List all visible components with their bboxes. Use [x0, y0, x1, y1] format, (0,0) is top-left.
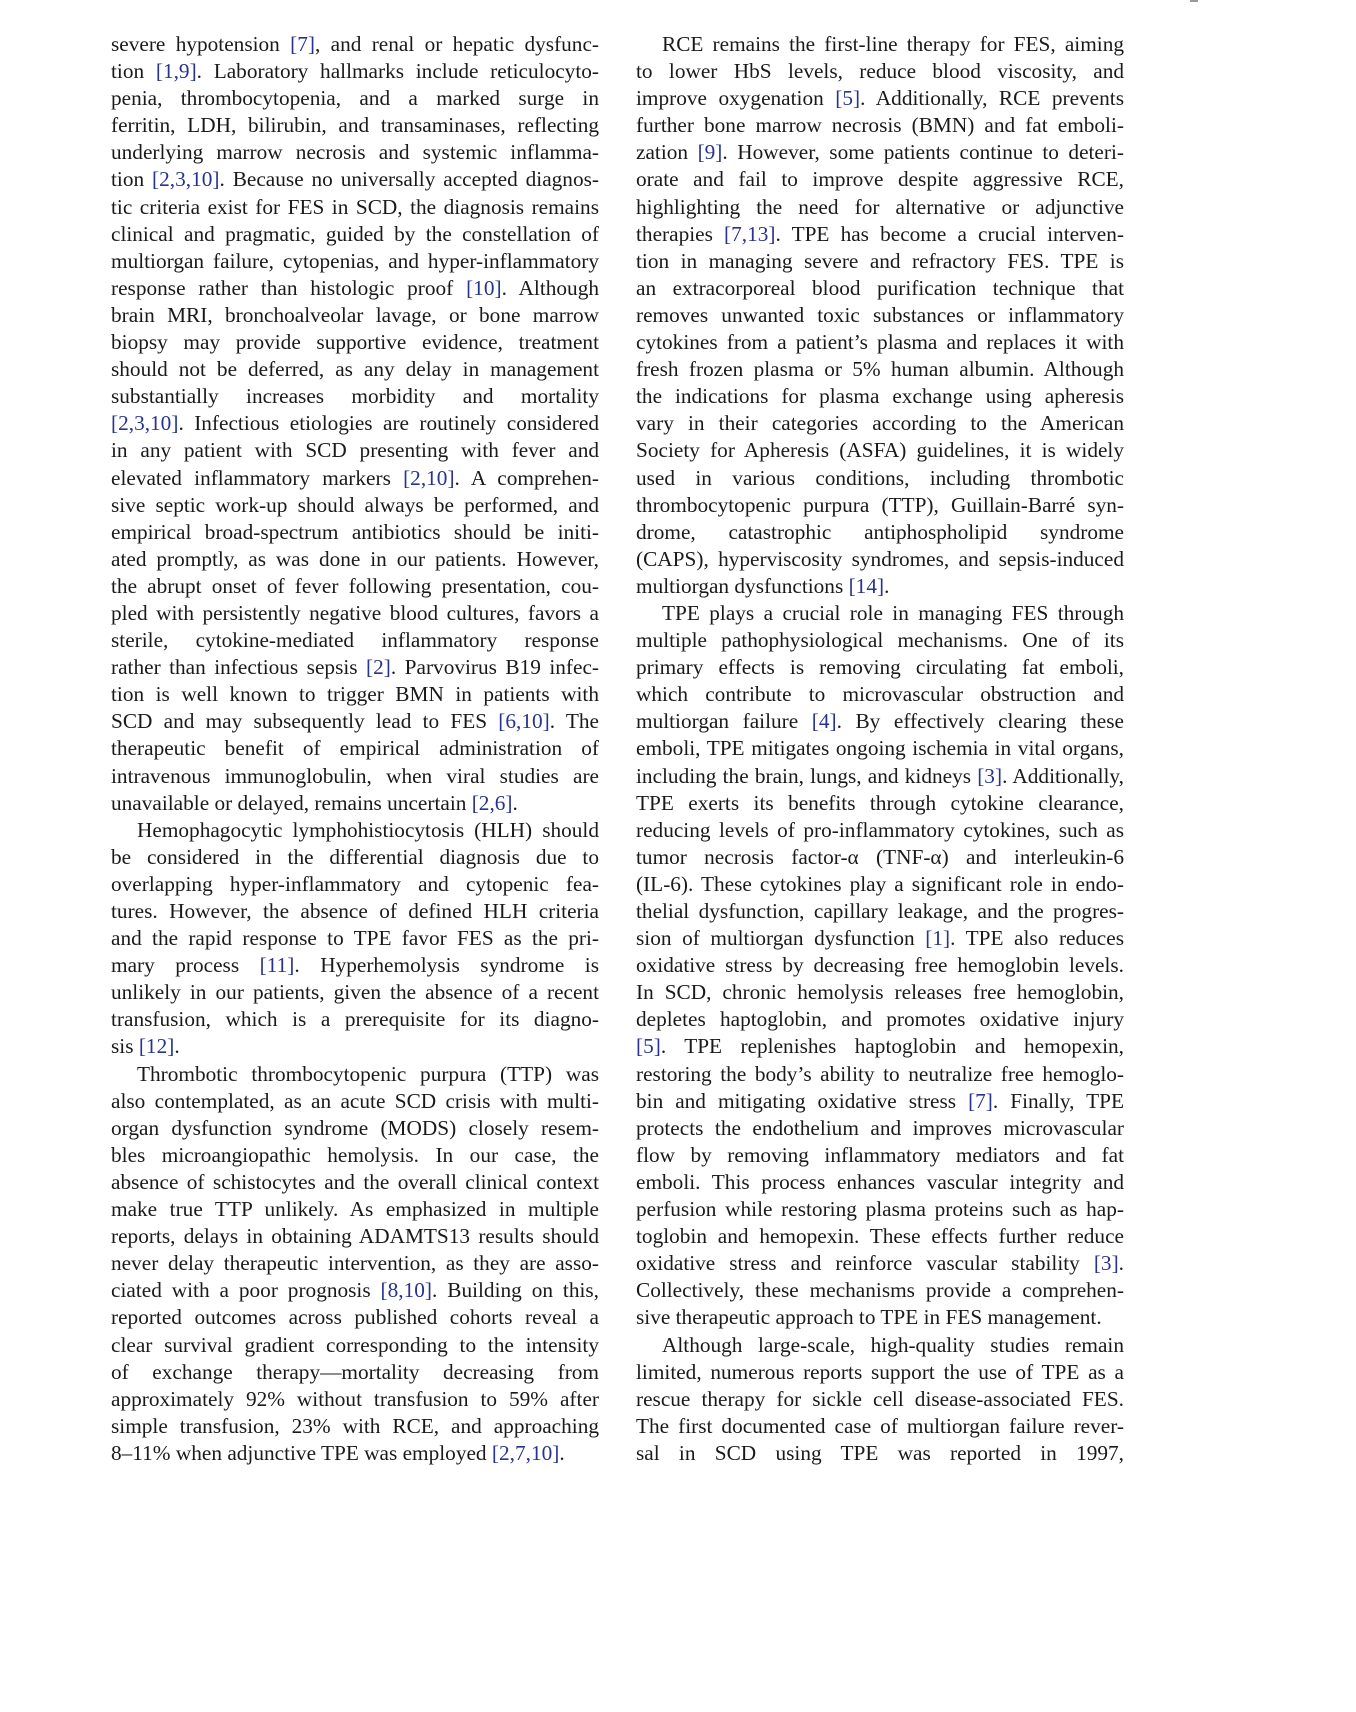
- text-line: [636, 1277, 1124, 1304]
- text-segment: reports, delays in obtaining ADAMTS13 results should: [111, 1224, 599, 1249]
- text-line: [636, 85, 1124, 112]
- text-segment: oxidative stress and reinforce vascular stability: [636, 1251, 1094, 1276]
- text-segment: tion in managing severe and refractory FES. TPE is: [636, 248, 1124, 273]
- text-segment: never delay therapeutic intervention, as they are asso-: [111, 1251, 599, 1276]
- text-line: [636, 1223, 1124, 1250]
- text-line: [111, 1196, 599, 1223]
- text-line: [636, 1332, 1124, 1359]
- text-segment: make true TTP unlikely. As emphasized in multiple: [111, 1197, 599, 1222]
- text-segment: sive septic work-up should always be performed, and: [111, 492, 599, 517]
- text-line: [111, 1304, 599, 1331]
- text-segment: zation: [636, 140, 698, 165]
- text-line: [636, 979, 1124, 1006]
- text-segment: Thrombotic thrombocytopenic purpura (TTP) was: [137, 1061, 599, 1086]
- text-segment: . TPE also reduces: [950, 926, 1124, 951]
- text-line: [111, 573, 599, 600]
- text-line: [111, 1142, 599, 1169]
- text-line: [636, 383, 1124, 410]
- text-segment: bin and mitigating oxidative stress: [636, 1088, 969, 1113]
- text-segment: protects the endothelium and improves microvascular: [636, 1115, 1124, 1140]
- text-line: [111, 627, 599, 654]
- text-line: [636, 546, 1124, 573]
- text-line: [636, 1359, 1124, 1386]
- text-segment: oxidative stress by decreasing free hemoglobin levels.: [636, 953, 1124, 978]
- text-segment: . Because no universally accepted diagnos-: [219, 167, 599, 192]
- text-segment: simple transfusion, 23% with RCE, and approaching: [111, 1413, 599, 1438]
- text-line: [636, 1196, 1124, 1223]
- text-line: [111, 871, 599, 898]
- text-line: [636, 763, 1124, 790]
- text-line: [636, 573, 1124, 600]
- text-line: [636, 221, 1124, 248]
- text-line: [636, 735, 1124, 762]
- text-line: [111, 1250, 599, 1277]
- text-segment: limited, numerous reports support the use of TPE as a: [636, 1359, 1124, 1384]
- text-line: [636, 1088, 1124, 1115]
- text-segment: toglobin and hemopexin. These effects further reduce: [636, 1224, 1124, 1249]
- text-line: [111, 898, 599, 925]
- text-segment: multiple pathophysiological mechanisms. One of its: [636, 628, 1124, 653]
- text-segment: tumor necrosis factor-α (TNF-α) and interleukin-6: [636, 844, 1124, 869]
- text-line: [636, 708, 1124, 735]
- text-segment: sal in SCD using TPE was reported in 1997,: [636, 1440, 1124, 1465]
- text-segment: elevated inflammatory markers: [111, 465, 404, 490]
- text-line: [111, 681, 599, 708]
- text-line: [636, 1250, 1124, 1277]
- text-segment: multiorgan failure, cytopenias, and hyper-inflammatory: [111, 248, 599, 273]
- text-segment: depletes haptoglobin, and promotes oxidative injury: [636, 1007, 1124, 1032]
- text-segment: sion of multiorgan dysfunction: [636, 926, 926, 951]
- text-segment: sterile, cytokine-mediated inflammatory response: [111, 628, 599, 653]
- text-segment: In SCD, chronic hemolysis releases free hemoglobin,: [636, 980, 1124, 1005]
- text-segment: . Infectious etiologies are routinely considered: [178, 411, 599, 436]
- page-number-fragment: [1190, 0, 1198, 2]
- text-line: [111, 844, 599, 871]
- text-segment: . The: [549, 709, 599, 734]
- text-segment: (IL-6). These cytokines play a significant role in endo-: [636, 871, 1124, 896]
- text-line: [111, 329, 599, 356]
- text-segment: highlighting the need for alternative or adjunctive: [636, 194, 1124, 219]
- text-segment: thelial dysfunction, capillary leakage, and the progres-: [636, 899, 1124, 923]
- text-line: [636, 817, 1124, 844]
- text-segment: the abrupt onset of fever following presentation, cou-: [111, 573, 599, 598]
- text-segment: multiorgan failure: [636, 709, 812, 734]
- text-segment: substantially increases morbidity and mortality: [111, 384, 599, 409]
- text-segment: empirical broad-spectrum antibiotics should be initi-: [111, 519, 599, 544]
- citation-link[interactable]: [1]: [925, 926, 951, 951]
- citation-link[interactable]: [12]: [138, 1034, 175, 1059]
- text-segment: sive therapeutic approach to TPE in FES management.: [636, 1305, 1102, 1330]
- text-segment: ated promptly, as was done in our patients. However,: [111, 546, 599, 571]
- text-segment: Although large-scale, high-quality studies remain: [662, 1332, 1124, 1357]
- text-line: [111, 1006, 599, 1033]
- text-segment: 8–11% when adjunctive TPE was employed: [111, 1440, 492, 1465]
- text-line: [111, 383, 599, 410]
- text-line: [111, 1277, 599, 1304]
- text-line: [636, 248, 1124, 275]
- text-line: [111, 1061, 599, 1088]
- text-segment: . Hyperhemolysis syndrome is: [294, 953, 600, 978]
- text-segment: pled with persistently negative blood cultures, favors a: [111, 600, 599, 625]
- text-segment: . Additionally,: [1002, 763, 1125, 788]
- text-segment: . TPE replenishes haptoglobin and hemopexin,: [660, 1034, 1124, 1059]
- text-segment: unavailable or delayed, remains uncertain: [111, 790, 472, 815]
- text-segment: . By effectively clearing these: [836, 709, 1124, 734]
- text-segment: primary effects is removing circulating fat emboli,: [636, 655, 1124, 680]
- text-segment: vary in their categories according to the American: [636, 411, 1124, 436]
- text-segment: ferritin, LDH, bilirubin, and transaminases, reflecting: [111, 113, 599, 138]
- text-segment: severe hypotension: [111, 32, 291, 56]
- text-line: [636, 600, 1124, 627]
- text-segment: therapies: [636, 221, 725, 246]
- text-segment: rescue therapy for sickle cell disease-associated FES.: [636, 1386, 1124, 1411]
- text-segment: Collectively, these mechanisms provide a comprehen-: [636, 1278, 1124, 1303]
- text-segment: an extracorporeal blood purification technique that: [636, 275, 1124, 300]
- text-segment: emboli, TPE mitigates ongoing ischemia in vital organs,: [636, 736, 1124, 761]
- text-segment: .: [512, 790, 518, 815]
- text-segment: Hemophagocytic lymphohistiocytosis (HLH) should: [137, 817, 599, 842]
- text-line: [111, 1169, 599, 1196]
- text-line: [636, 519, 1124, 546]
- text-line: [636, 1006, 1124, 1033]
- text-line: [111, 31, 599, 58]
- text-segment: mary process: [111, 953, 260, 978]
- text-line: [636, 492, 1124, 519]
- text-line: [111, 166, 599, 193]
- text-segment: and the rapid response to TPE favor FES as the pri-: [111, 926, 599, 951]
- text-segment: cytokines from a patient’s plasma and replaces it with: [636, 330, 1124, 355]
- text-segment: the indications for plasma exchange using apheresis: [636, 384, 1124, 409]
- text-segment: . A comprehen-: [454, 465, 600, 490]
- citation-link[interactable]: [2,10]: [403, 465, 455, 490]
- text-line: [111, 654, 599, 681]
- text-segment: .: [174, 1034, 180, 1059]
- text-line: [636, 925, 1124, 952]
- text-line: [111, 925, 599, 952]
- text-segment: approximately 92% without transfusion to 59% after: [111, 1386, 599, 1411]
- text-segment: rather than infectious sepsis: [111, 655, 367, 680]
- text-segment: used in various conditions, including thrombotic: [636, 465, 1124, 490]
- text-line: [111, 790, 599, 817]
- text-line: [636, 627, 1124, 654]
- text-segment: tion: [111, 59, 156, 84]
- text-segment: removes unwanted toxic substances or inflammatory: [636, 302, 1124, 327]
- text-line: [111, 139, 599, 166]
- text-line: [636, 790, 1124, 817]
- text-line: [636, 681, 1124, 708]
- text-line: [111, 1359, 599, 1386]
- text-segment: . TPE has become a crucial interven-: [775, 221, 1124, 246]
- text-line: [636, 952, 1124, 979]
- text-line: [636, 898, 1124, 925]
- citation-link[interactable]: [7]: [968, 1088, 993, 1113]
- text-segment: should not be deferred, as any delay in management: [111, 357, 599, 382]
- citation-link[interactable]: [7,13]: [724, 221, 776, 246]
- text-segment: . Finally, TPE: [992, 1088, 1124, 1113]
- citation-link[interactable]: [14]: [848, 573, 885, 598]
- citation-link[interactable]: [11]: [259, 953, 295, 978]
- text-segment: restoring the body’s ability to neutralize free hemoglo-: [636, 1061, 1124, 1086]
- text-segment: drome, catastrophic antiphospholipid syndrome: [636, 519, 1124, 544]
- text-segment: intravenous immunoglobulin, when viral studies are: [111, 763, 599, 788]
- citation-link[interactable]: [5]: [835, 86, 861, 111]
- text-segment: penia, thrombocytopenia, and a marked surge in: [111, 86, 599, 111]
- text-line: [111, 735, 599, 762]
- text-line: [636, 654, 1124, 681]
- text-segment: underlying marrow necrosis and systemic inflamma-: [111, 140, 599, 165]
- text-segment: tion is well known to trigger BMN in patients with: [111, 682, 599, 707]
- text-segment: overlapping hyper-inflammatory and cytopenic fea-: [111, 871, 599, 896]
- text-segment: SCD and may subsequently lead to FES: [111, 709, 499, 734]
- text-line: [111, 492, 599, 519]
- citation-link[interactable]: [10]: [466, 275, 502, 300]
- text-segment: tures. However, the absence of defined HLH criteria: [111, 899, 599, 923]
- text-segment: . Parvovirus B19 infec-: [390, 655, 600, 680]
- citation-link[interactable]: [3]: [977, 763, 1003, 788]
- text-segment: of exchange therapy—mortality decreasing from: [111, 1359, 599, 1384]
- citation-link[interactable]: [8,10]: [380, 1278, 433, 1303]
- text-line: [636, 275, 1124, 302]
- text-line: [111, 546, 599, 573]
- text-line: [636, 31, 1124, 58]
- text-line: [111, 248, 599, 275]
- text-line: [111, 356, 599, 383]
- text-line: [636, 166, 1124, 193]
- text-segment: multiorgan dysfunctions: [636, 573, 849, 598]
- text-segment: RCE remains the first-line therapy for FES, aiming: [662, 32, 1124, 56]
- text-segment: The first documented case of multiorgan failure rever-: [636, 1413, 1124, 1438]
- text-segment: biopsy may provide supportive evidence, treatment: [111, 330, 599, 355]
- citation-link[interactable]: [2,6]: [471, 790, 513, 815]
- citation-link[interactable]: [6,10]: [498, 709, 550, 734]
- text-line: [636, 1169, 1124, 1196]
- text-segment: brain MRI, bronchoalveolar lavage, or bone marrow: [111, 302, 599, 327]
- text-line: [111, 1413, 599, 1440]
- text-line: [111, 302, 599, 329]
- text-line: [636, 410, 1124, 437]
- text-segment: .: [884, 573, 890, 598]
- citation-link[interactable]: [1,9]: [155, 59, 197, 84]
- text-segment: (CAPS), hyperviscosity syndromes, and sepsis-induced: [636, 546, 1124, 571]
- citation-link[interactable]: [3]: [1093, 1251, 1119, 1276]
- text-segment: sis: [111, 1034, 139, 1059]
- text-segment: . However, some patients continue to deteri-: [722, 140, 1124, 165]
- text-segment: in any patient with SCD presenting with fever and: [111, 438, 599, 463]
- text-segment: organ dysfunction syndrome (MODS) closely resem-: [111, 1115, 599, 1140]
- text-segment: perfusion while restoring plasma proteins such as hap-: [636, 1197, 1124, 1222]
- text-segment: emboli. This process enhances vascular integrity and: [636, 1169, 1124, 1194]
- citation-link[interactable]: [4]: [811, 709, 837, 734]
- text-line: [636, 1413, 1124, 1440]
- text-segment: reducing levels of pro-inflammatory cytokines, such as: [636, 817, 1124, 842]
- text-line: [111, 194, 599, 221]
- text-line: [111, 221, 599, 248]
- text-line: [111, 1088, 599, 1115]
- text-segment: clear survival gradient corresponding to the intensity: [111, 1332, 599, 1357]
- text-segment: including the brain, lungs, and kidneys: [636, 763, 978, 788]
- text-segment: , and renal or hepatic dysfunc-: [315, 32, 599, 56]
- text-line: [636, 437, 1124, 464]
- text-column-left: [111, 31, 599, 1467]
- citation-link[interactable]: [5]: [636, 1034, 661, 1059]
- text-segment: ciated with a poor prognosis: [111, 1278, 381, 1303]
- text-segment: . Laboratory hallmarks include reticulocyto-: [196, 59, 599, 84]
- citation-link[interactable]: [2]: [366, 655, 391, 680]
- text-segment: transfusion, which is a prerequisite for its diagno-: [111, 1007, 599, 1032]
- text-line: [111, 1115, 599, 1142]
- text-segment: . Additionally, RCE prevents: [860, 86, 1124, 111]
- text-line: [111, 1332, 599, 1359]
- text-line: [636, 1440, 1124, 1467]
- text-segment: flow by removing inflammatory mediators and fat: [636, 1142, 1124, 1167]
- text-segment: bles microangiopathic hemolysis. In our case, the: [111, 1142, 599, 1167]
- text-line: [636, 465, 1124, 492]
- text-line: [636, 194, 1124, 221]
- text-line: [111, 600, 599, 627]
- text-segment: tic criteria exist for FES in SCD, the diagnosis remains: [111, 194, 599, 219]
- text-line: [636, 302, 1124, 329]
- text-line: [111, 437, 599, 464]
- text-line: [636, 1142, 1124, 1169]
- text-line: [636, 112, 1124, 139]
- text-segment: clinical and pragmatic, guided by the constellation of: [111, 221, 599, 246]
- text-line: [111, 410, 599, 437]
- text-line: [111, 1223, 599, 1250]
- text-line: [636, 1115, 1124, 1142]
- text-segment: tion: [111, 167, 153, 192]
- text-line: [636, 1304, 1124, 1331]
- text-segment: TPE plays a crucial role in managing FES through: [662, 600, 1124, 625]
- text-segment: fresh frozen plasma or 5% human albumin. Although: [636, 357, 1124, 382]
- text-line: [636, 871, 1124, 898]
- text-line: [111, 58, 599, 85]
- text-line: [111, 1386, 599, 1413]
- text-segment: reported outcomes across published cohorts reveal a: [111, 1305, 599, 1330]
- text-line: [111, 817, 599, 844]
- text-line: [636, 1033, 1124, 1060]
- text-segment: .: [559, 1440, 565, 1465]
- text-segment: further bone marrow necrosis (BMN) and fat emboli-: [636, 113, 1124, 138]
- text-line: [111, 763, 599, 790]
- text-line: [111, 1033, 599, 1060]
- text-segment: Society for Apheresis (ASFA) guidelines, it is widely: [636, 438, 1124, 463]
- text-segment: unlikely in our patients, given the absence of a recent: [111, 980, 599, 1005]
- text-segment: to lower HbS levels, reduce blood viscosity, and: [636, 59, 1124, 84]
- citation-link[interactable]: [2,3,10]: [152, 167, 220, 192]
- text-line: [636, 139, 1124, 166]
- text-segment: absence of schistocytes and the overall clinical context: [111, 1169, 599, 1194]
- citation-link[interactable]: [9]: [697, 140, 723, 165]
- text-line: [636, 329, 1124, 356]
- text-segment: TPE exerts its benefits through cytokine clearance,: [636, 790, 1124, 815]
- text-line: [111, 952, 599, 979]
- text-column-right: [636, 31, 1124, 1467]
- text-segment: . Although: [501, 275, 600, 300]
- text-segment: . Building on this,: [432, 1278, 599, 1303]
- text-segment: orate and fail to improve despite aggressive RCE,: [636, 167, 1124, 192]
- citation-link[interactable]: [2,7,10]: [491, 1440, 560, 1465]
- text-line: [636, 58, 1124, 85]
- text-line: [636, 1061, 1124, 1088]
- text-segment: response rather than histologic proof: [111, 275, 467, 300]
- text-line: [636, 844, 1124, 871]
- text-segment: which contribute to microvascular obstruction and: [636, 682, 1124, 707]
- text-segment: also contemplated, as an acute SCD crisis with multi-: [111, 1088, 599, 1113]
- text-segment: thrombocytopenic purpura (TTP), Guillain-Barré syn-: [636, 492, 1124, 517]
- text-line: [111, 85, 599, 112]
- citation-link[interactable]: [7]: [290, 32, 315, 56]
- text-segment: therapeutic benefit of empirical administration of: [111, 736, 599, 761]
- citation-link[interactable]: [2,3,10]: [111, 411, 179, 436]
- text-line: [636, 1386, 1124, 1413]
- text-line: [111, 979, 599, 1006]
- text-line: [111, 465, 599, 492]
- text-line: [111, 112, 599, 139]
- text-line: [111, 708, 599, 735]
- text-segment: be considered in the differential diagnosis due to: [111, 844, 599, 869]
- text-line: [636, 356, 1124, 383]
- text-segment: improve oxygenation: [636, 86, 836, 111]
- text-line: [111, 275, 599, 302]
- text-segment: .: [1118, 1251, 1124, 1276]
- text-line: [111, 519, 599, 546]
- text-line: [111, 1440, 599, 1467]
